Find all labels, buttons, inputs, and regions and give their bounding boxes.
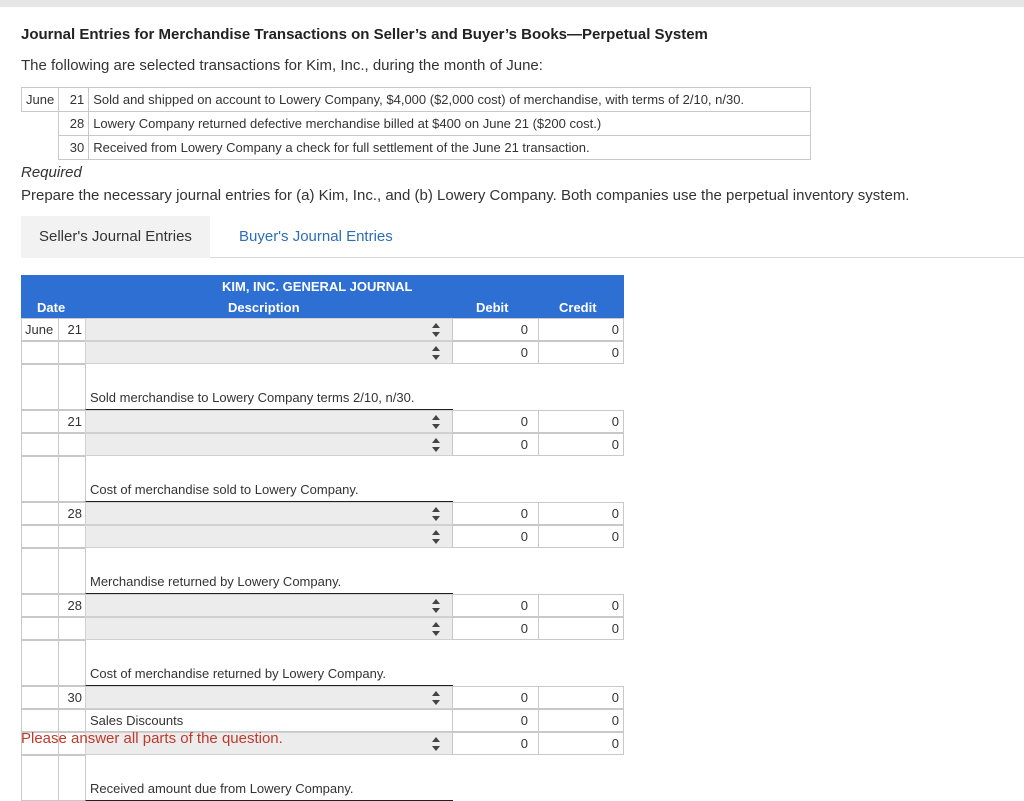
sales-discounts-label: Sales Discounts [85,709,453,732]
entry-day-empty [58,548,86,594]
select-arrows-icon [432,737,440,751]
col-date-header: Date [37,300,66,315]
debit-input[interactable]: 0 [452,433,539,456]
debit-input[interactable]: 0 [452,341,539,364]
journal-row [21,640,624,686]
table-row [22,112,811,136]
entry-month-empty [21,433,59,456]
select-arrows-icon [432,438,440,452]
entry-day-empty [58,456,86,502]
table-row [22,88,811,112]
select-arrows-icon [432,622,440,636]
journal-row [21,410,624,433]
tab-sellers-journal[interactable]: Seller's Journal Entries [21,216,210,258]
entry-month-empty [21,686,59,709]
entry-day-empty [58,341,86,364]
debit-input[interactable]: 0 [452,594,539,617]
required-label: Required [21,164,82,181]
entry-day-empty [58,525,86,548]
top-bar [0,0,1024,7]
credit-input[interactable]: 0 [538,594,624,617]
credit-input[interactable]: 0 [538,732,624,755]
tx-month [22,136,59,160]
credit-input[interactable]: 0 [538,502,624,525]
select-arrows-icon [432,415,440,429]
entry-narration: Sold merchandise to Lowery Company terms 2/10, n/30. [85,364,453,410]
table-row [22,136,811,160]
journal-row [21,318,624,341]
entry-day: 30 [58,686,86,709]
entry-month-empty [21,548,59,594]
col-credit-header: Credit [559,300,597,315]
tx-day: 30 [59,136,89,160]
journal-row [21,341,624,364]
credit-input[interactable]: 0 [538,686,624,709]
account-select[interactable] [85,594,453,617]
entry-month-empty [21,709,59,732]
account-select[interactable] [85,318,453,341]
account-select[interactable] [85,686,453,709]
page-title: Journal Entries for Merchandise Transactions on Seller’s and Buyer’s Books—Perpetual System [21,26,708,43]
tx-text: Lowery Company returned defective merchandise billed at $400 on June 21 ($200 cost.) [89,112,811,136]
select-arrows-icon [432,346,440,360]
entry-narration: Cost of merchandise sold to Lowery Company. [85,456,453,502]
prepare-text: Prepare the necessary journal entries for (a) Kim, Inc., and (b) Lowery Company. Both companies use the perpetual inventory system. [21,187,910,204]
col-description-header: Description [228,300,300,315]
select-arrows-icon [432,507,440,521]
journal-header [21,275,624,318]
select-arrows-icon [432,323,440,337]
journal-row [21,686,624,709]
entry-month-empty [21,341,59,364]
transactions-table [21,87,811,160]
entry-narration: Merchandise returned by Lowery Company. [85,548,453,594]
journal-row [21,709,624,732]
entry-month-empty [21,755,59,801]
journal-row [21,525,624,548]
entry-month-empty [21,617,59,640]
debit-input[interactable]: 0 [452,410,539,433]
debit-input[interactable]: 0 [452,525,539,548]
journal-row [21,617,624,640]
entry-day: 28 [58,502,86,525]
debit-input[interactable]: 0 [452,318,539,341]
journal-title: KIM, INC. GENERAL JOURNAL [222,279,413,294]
entry-day: 28 [58,594,86,617]
account-select[interactable] [85,410,453,433]
entry-narration: Received amount due from Lowery Company. [85,755,453,801]
tx-day: 28 [59,112,89,136]
entry-month: June [21,318,59,341]
entry-month-empty [21,525,59,548]
entry-month-empty [21,456,59,502]
entry-day: 21 [58,318,86,341]
intro-text: The following are selected transactions for Kim, Inc., during the month of June: [21,57,543,74]
entry-day-empty [58,709,86,732]
entry-day: 21 [58,410,86,433]
select-arrows-icon [432,599,440,613]
journal-row [21,594,624,617]
credit-input[interactable]: 0 [538,525,624,548]
journal-row [21,548,624,594]
entry-month [21,594,59,617]
credit-input[interactable]: 0 [538,410,624,433]
entry-month [21,410,59,433]
tx-text: Received from Lowery Company a check for full settlement of the June 21 transaction. [89,136,811,160]
warning-message: Please answer all parts of the question. [21,730,283,747]
account-select[interactable] [85,433,453,456]
entry-day-empty [58,755,86,801]
journal-row [21,364,624,410]
col-debit-header: Debit [476,300,509,315]
debit-input[interactable]: 0 [452,617,539,640]
entry-narration: Cost of merchandise returned by Lowery Company. [85,640,453,686]
debit-input[interactable]: 0 [452,732,539,755]
entry-month-empty [21,364,59,410]
tx-month: June [22,88,59,112]
tab-buyers-journal[interactable]: Buyer's Journal Entries [239,228,393,245]
entry-month-empty [21,640,59,686]
tab-bar [21,216,1024,258]
journal-row [21,755,624,801]
tx-month [22,112,59,136]
journal-row [21,502,624,525]
entry-day-empty [58,640,86,686]
entry-day-empty [58,364,86,410]
account-select[interactable] [85,341,453,364]
account-select[interactable] [85,502,453,525]
credit-input[interactable]: 0 [538,709,624,732]
entry-day-empty [58,617,86,640]
credit-input[interactable]: 0 [538,318,624,341]
select-arrows-icon [432,530,440,544]
entry-month [21,502,59,525]
journal-row [21,433,624,456]
general-journal [21,275,624,801]
select-arrows-icon [432,691,440,705]
tx-text: Sold and shipped on account to Lowery Company, $4,000 ($2,000 cost) of merchandise, with terms of 2/10, n/30. [89,88,811,112]
credit-input[interactable]: 0 [538,341,624,364]
journal-row [21,456,624,502]
debit-input[interactable]: 0 [452,502,539,525]
entry-day-empty [58,433,86,456]
debit-input[interactable]: 0 [452,709,539,732]
tx-day: 21 [59,88,89,112]
account-select[interactable] [85,617,453,640]
credit-input[interactable]: 0 [538,617,624,640]
debit-input[interactable]: 0 [452,686,539,709]
account-select[interactable] [85,525,453,548]
credit-input[interactable]: 0 [538,433,624,456]
